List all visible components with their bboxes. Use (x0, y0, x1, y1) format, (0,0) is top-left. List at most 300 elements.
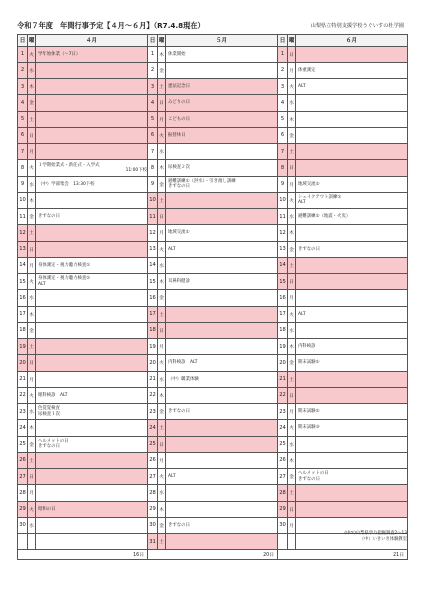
col-month-apr: ４月 (36, 35, 148, 47)
event-cell-jun (296, 95, 408, 111)
day-cell-may: 3 (148, 79, 158, 95)
event-cell-apr (36, 485, 148, 501)
weekday-cell-apr: 金 (28, 436, 36, 452)
weekday-cell-apr: 日 (28, 355, 36, 371)
col-weekday-apr: 曜 (28, 35, 36, 47)
event-text: 11:00下校 (125, 167, 147, 173)
day-cell-jun: 5 (278, 111, 288, 127)
day-cell-apr (18, 534, 28, 550)
weekday-cell-jun: 木 (288, 339, 296, 355)
weekday-cell-may: 土 (158, 306, 166, 322)
event-cell-jun (296, 501, 408, 517)
event-cell-apr (36, 62, 148, 78)
day-cell-may: 4 (148, 95, 158, 111)
table-row (18, 144, 408, 160)
event-cell-apr (36, 436, 148, 452)
event-text: 内科検診 ALT (168, 360, 198, 366)
event-cell-may (166, 192, 278, 208)
table-row (18, 127, 408, 143)
weekday-cell-may: 火 (158, 127, 166, 143)
day-cell-may: 11 (148, 209, 158, 225)
event-cell-may (166, 62, 278, 78)
day-cell-may: 15 (148, 274, 158, 290)
event-cell-jun (296, 339, 408, 355)
event-text: ヘルメットの日 (298, 471, 329, 477)
event-cell-may (166, 46, 278, 62)
table-row (18, 420, 408, 436)
day-cell-apr: 7 (18, 144, 28, 160)
event-cell-jun (296, 452, 408, 468)
event-cell-jun (296, 176, 408, 192)
event-cell-jun (296, 355, 408, 371)
event-text: （中）学部集会 13:30下校 (38, 181, 95, 187)
weekday-cell-jun: 火 (288, 306, 296, 322)
event-cell-may (166, 436, 278, 452)
day-cell-apr: 11 (18, 209, 28, 225)
day-cell-may: 21 (148, 371, 158, 387)
event-text: きずなの日 (298, 246, 320, 252)
event-cell-may (166, 95, 278, 111)
day-cell-jun: 13 (278, 241, 288, 257)
day-cell-jun: 4 (278, 95, 288, 111)
day-cell-jun: 14 (278, 257, 288, 273)
day-cell-jun: 1 (278, 46, 288, 62)
day-cell-jun: 16 (278, 290, 288, 306)
day-cell-jun: 18 (278, 322, 288, 338)
event-cell-jun (296, 420, 408, 436)
event-cell-jun (296, 111, 408, 127)
event-cell-jun (296, 485, 408, 501)
day-cell-apr: 22 (18, 387, 28, 403)
day-cell-may: 20 (148, 355, 158, 371)
table-row (18, 469, 408, 485)
day-cell-jun: 24 (278, 420, 288, 436)
event-cell-may (166, 469, 278, 485)
event-cell-may (166, 225, 278, 241)
event-cell-apr (36, 111, 148, 127)
col-day-jun: 日 (278, 35, 288, 47)
day-cell-may: 30 (148, 517, 158, 533)
weekday-cell-may: 水 (158, 371, 166, 387)
weekday-cell-may: 月 (158, 111, 166, 127)
weekday-cell-jun: 火 (288, 192, 296, 208)
event-cell-apr (36, 469, 148, 485)
event-cell-jun (296, 404, 408, 420)
day-cell-may: 28 (148, 485, 158, 501)
weekday-cell-jun: 月 (288, 290, 296, 306)
weekday-cell-apr: 日 (28, 127, 36, 143)
total-may: 20日 (148, 550, 278, 560)
day-cell-jun: 2 (278, 62, 288, 78)
weekday-cell-jun: 月 (288, 517, 296, 533)
event-cell-may (166, 355, 278, 371)
day-cell-apr: 23 (18, 404, 28, 420)
weekday-cell-jun: 日 (288, 387, 296, 403)
day-cell-may: 7 (148, 144, 158, 160)
event-cell-jun (296, 160, 408, 176)
event-cell-apr (36, 144, 148, 160)
day-cell-may: 19 (148, 339, 158, 355)
weekday-cell-may: 日 (158, 322, 166, 338)
table-row (18, 257, 408, 273)
day-cell-jun: 19 (278, 339, 288, 355)
school-name: 山梨県立特別支援学校うぐいすの杜学園 (310, 23, 404, 29)
weekday-cell-apr: 水 (28, 176, 36, 192)
day-cell-jun: 3 (278, 79, 288, 95)
event-cell-may (166, 485, 278, 501)
day-cell-apr: 26 (18, 452, 28, 468)
weekday-cell-apr (28, 534, 36, 550)
weekday-cell-apr: 土 (28, 111, 36, 127)
col-day-may: 日 (148, 35, 158, 47)
event-cell-may (166, 371, 278, 387)
event-text: きずなの日 (168, 409, 190, 415)
weekday-cell-may: 月 (158, 452, 166, 468)
weekday-cell-apr: 火 (28, 501, 36, 517)
event-cell-may (166, 274, 278, 290)
table-row (18, 290, 408, 306)
day-cell-apr: 13 (18, 241, 28, 257)
event-cell-apr (36, 306, 148, 322)
weekday-cell-may: 木 (158, 387, 166, 403)
day-cell-apr: 20 (18, 355, 28, 371)
weekday-cell-apr: 木 (28, 420, 36, 436)
table-row (18, 485, 408, 501)
event-cell-may (166, 387, 278, 403)
event-text: 眼科検診 ALT (38, 392, 68, 398)
day-cell-apr: 18 (18, 322, 28, 338)
weekday-cell-apr: 金 (28, 95, 36, 111)
event-cell-may (166, 322, 278, 338)
event-cell-jun (296, 46, 408, 62)
event-text: 昭和の日 (38, 506, 56, 512)
weekday-cell-jun: 土 (288, 485, 296, 501)
weekday-cell-jun: 金 (288, 127, 296, 143)
day-cell-jun: 27 (278, 469, 288, 485)
event-text: 振替休日 (168, 132, 186, 138)
day-cell-may: 29 (148, 501, 158, 517)
table-row (18, 404, 408, 420)
event-cell-apr (36, 225, 148, 241)
event-text: 色覚覚検査 (38, 406, 60, 412)
day-cell-jun: 22 (278, 387, 288, 403)
weekday-cell-apr: 木 (28, 192, 36, 208)
day-cell-may: 24 (148, 420, 158, 436)
event-cell-jun (296, 371, 408, 387)
schedule-table (17, 34, 408, 560)
weekday-cell-apr: 水 (28, 517, 36, 533)
weekday-cell-jun: 土 (288, 371, 296, 387)
weekday-cell-apr: 火 (28, 387, 36, 403)
weekday-cell-jun: 火 (288, 420, 296, 436)
day-cell-may: 18 (148, 322, 158, 338)
event-cell-jun (296, 192, 408, 208)
weekday-cell-may: 土 (158, 79, 166, 95)
event-cell-may (166, 501, 278, 517)
footnote (283, 531, 407, 542)
table-row (18, 160, 408, 176)
event-cell-may (166, 144, 278, 160)
event-text: 内科検診 (298, 344, 316, 350)
weekday-cell-apr: 木 (28, 306, 36, 322)
day-cell-may: 17 (148, 306, 158, 322)
event-cell-apr (36, 241, 148, 257)
event-cell-may (166, 517, 278, 533)
weekday-cell-apr: 月 (28, 144, 36, 160)
day-cell-jun: 20 (278, 355, 288, 371)
col-weekday-may: 曜 (158, 35, 166, 47)
col-month-may: ５月 (166, 35, 278, 47)
footnote-line: (中②)山梨県学力把握調査2〜13 (344, 531, 407, 536)
day-cell-apr: 25 (18, 436, 28, 452)
table-row (18, 79, 408, 95)
day-cell-apr: 12 (18, 225, 28, 241)
event-cell-apr (36, 501, 148, 517)
table-row (18, 339, 408, 355)
day-cell-apr: 4 (18, 95, 28, 111)
event-cell-jun (296, 306, 408, 322)
event-cell-jun (296, 290, 408, 306)
day-cell-may: 23 (148, 404, 158, 420)
day-cell-apr: 2 (18, 62, 28, 78)
weekday-cell-jun: 金 (288, 469, 296, 485)
day-cell-jun: 29 (278, 501, 288, 517)
event-text: 体重測定 (298, 67, 316, 73)
day-cell-jun: 17 (278, 306, 288, 322)
table-row (18, 387, 408, 403)
event-cell-jun (296, 127, 408, 143)
event-cell-jun (296, 209, 408, 225)
weekday-cell-jun: 日 (288, 160, 296, 176)
event-cell-jun (296, 469, 408, 485)
weekday-cell-may: 木 (158, 501, 166, 517)
day-cell-jun: 11 (278, 209, 288, 225)
weekday-cell-may: 木 (158, 46, 166, 62)
weekday-cell-jun: 金 (288, 355, 296, 371)
event-cell-apr (36, 290, 148, 306)
event-text: 身体測定・視力聴力検査① (38, 262, 91, 268)
event-text: 期末試験③ (298, 425, 320, 431)
day-cell-apr: 9 (18, 176, 28, 192)
weekday-cell-jun: 水 (288, 209, 296, 225)
day-cell-apr: 28 (18, 485, 28, 501)
weekday-cell-jun: 日 (288, 46, 296, 62)
weekday-cell-may: 日 (158, 95, 166, 111)
weekday-cell-jun: 月 (288, 62, 296, 78)
event-cell-apr (36, 517, 148, 533)
weekday-cell-apr: 木 (28, 79, 36, 95)
event-cell-jun (296, 257, 408, 273)
day-cell-may: 22 (148, 387, 158, 403)
day-cell-may: 9 (148, 176, 158, 192)
weekday-cell-jun: 木 (288, 111, 296, 127)
event-cell-apr (36, 176, 148, 192)
event-text: みどりの日 (168, 100, 190, 106)
weekday-cell-apr: 水 (28, 290, 36, 306)
event-cell-may (166, 420, 278, 436)
weekday-cell-apr: 月 (28, 485, 36, 501)
weekday-cell-may: 土 (158, 192, 166, 208)
event-text: シェイクアウト訓練① (298, 195, 342, 201)
event-text: ALT (168, 474, 176, 480)
weekday-cell-apr: 土 (28, 452, 36, 468)
day-cell-apr: 10 (18, 192, 28, 208)
event-text: １学期始業式・新任式・入学式 (38, 162, 100, 168)
event-cell-apr (36, 46, 148, 62)
event-cell-apr (36, 257, 148, 273)
table-row (18, 111, 408, 127)
event-text: 地域交流① (168, 230, 190, 236)
col-month-jun: ６月 (296, 35, 408, 47)
table-row (18, 322, 408, 338)
day-cell-apr: 1 (18, 46, 28, 62)
table-row (18, 274, 408, 290)
day-cell-apr: 21 (18, 371, 28, 387)
weekday-cell-apr: 水 (28, 62, 36, 78)
event-text: 期末試験② (298, 409, 320, 415)
day-cell-apr: 14 (18, 257, 28, 273)
day-cell-apr: 8 (18, 160, 28, 176)
event-cell-apr (36, 274, 148, 290)
event-text: 学年始休業（〜7日） (38, 51, 81, 57)
day-cell-may: 6 (148, 127, 158, 143)
event-cell-apr (36, 420, 148, 436)
weekday-cell-jun: 水 (288, 95, 296, 111)
event-text: きずなの日 (38, 444, 60, 450)
weekday-cell-apr: 日 (28, 469, 36, 485)
event-text: 尿検査１次 (38, 411, 60, 417)
weekday-cell-apr: 水 (28, 404, 36, 420)
day-cell-jun: 21 (278, 371, 288, 387)
event-text: ALT (298, 200, 306, 206)
header-row (18, 35, 408, 47)
weekday-cell-apr: 火 (28, 46, 36, 62)
day-cell-jun: 15 (278, 274, 288, 290)
event-cell-may (166, 111, 278, 127)
event-cell-apr (36, 95, 148, 111)
event-cell-jun (296, 387, 408, 403)
day-cell-may: 5 (148, 111, 158, 127)
event-text: きずなの日 (298, 476, 320, 482)
event-cell-may (166, 241, 278, 257)
weekday-cell-jun: 月 (288, 404, 296, 420)
total-apr: 16日 (18, 550, 148, 560)
event-cell-jun (296, 274, 408, 290)
event-text: 期末試験① (298, 360, 320, 366)
event-cell-apr (36, 339, 148, 355)
weekday-cell-may: 土 (158, 420, 166, 436)
day-cell-jun: 30 (278, 517, 288, 533)
day-cell-jun: 28 (278, 485, 288, 501)
event-cell-jun (296, 144, 408, 160)
event-text: きずなの日 (168, 184, 190, 190)
weekday-cell-may: 木 (158, 274, 166, 290)
table-row (18, 95, 408, 111)
event-cell-may (166, 257, 278, 273)
weekday-cell-may: 金 (158, 290, 166, 306)
event-cell-jun (296, 322, 408, 338)
day-cell-apr: 24 (18, 420, 28, 436)
day-cell-apr: 3 (18, 79, 28, 95)
table-row (18, 355, 408, 371)
day-cell-may: 14 (148, 257, 158, 273)
day-cell-jun: 6 (278, 127, 288, 143)
event-cell-may (166, 290, 278, 306)
weekday-cell-may: 金 (158, 517, 166, 533)
weekday-cell-may: 月 (158, 225, 166, 241)
day-cell-may: 31 (148, 534, 158, 550)
event-text: 尿検査２次 (168, 165, 190, 171)
day-cell-jun: 26 (278, 452, 288, 468)
day-cell-jun: 25 (278, 436, 288, 452)
weekday-cell-may: 火 (158, 241, 166, 257)
weekday-cell-may: 日 (158, 436, 166, 452)
weekday-cell-may: 水 (158, 257, 166, 273)
day-cell-apr: 19 (18, 339, 28, 355)
weekday-cell-may: 月 (158, 339, 166, 355)
table-row (18, 241, 408, 257)
event-text: 身体測定・視力聴力検査② (38, 276, 91, 282)
event-text: きずなの日 (168, 522, 190, 528)
weekday-cell-may: 火 (158, 469, 166, 485)
day-cell-may: 12 (148, 225, 158, 241)
event-cell-jun (296, 241, 408, 257)
event-text: ALT (38, 281, 46, 287)
weekday-cell-may: 水 (158, 144, 166, 160)
day-cell-apr: 27 (18, 469, 28, 485)
event-text: こどもの日 (168, 116, 190, 122)
event-cell-may (166, 209, 278, 225)
event-cell-may (166, 534, 278, 550)
event-text: きずなの日 (38, 214, 60, 220)
weekday-cell-may: 火 (158, 355, 166, 371)
weekday-cell-may: 金 (158, 176, 166, 192)
weekday-cell-may: 日 (158, 209, 166, 225)
day-cell-apr: 29 (18, 501, 28, 517)
day-cell-jun: 9 (278, 176, 288, 192)
table-row (18, 501, 408, 517)
day-cell-jun: 23 (278, 404, 288, 420)
event-cell-apr (36, 192, 148, 208)
event-text: ALT (298, 84, 306, 90)
col-weekday-jun: 曜 (288, 35, 296, 47)
weekday-cell-may: 木 (158, 160, 166, 176)
day-cell-apr: 6 (18, 127, 28, 143)
day-cell-jun: 10 (278, 192, 288, 208)
day-cell-may: 16 (148, 290, 158, 306)
table-row (18, 209, 408, 225)
day-cell-may: 26 (148, 452, 158, 468)
day-cell-apr: 16 (18, 290, 28, 306)
weekday-cell-jun: 火 (288, 79, 296, 95)
total-jun: 21日 (278, 550, 408, 560)
weekday-cell-jun: 木 (288, 225, 296, 241)
day-cell-jun: 7 (278, 144, 288, 160)
event-cell-jun (296, 79, 408, 95)
day-cell-apr: 30 (18, 517, 28, 533)
weekday-cell-jun: 土 (288, 257, 296, 273)
weekday-cell-apr: 火 (28, 274, 36, 290)
col-day-apr: 日 (18, 35, 28, 47)
weekday-cell-jun: 水 (288, 436, 296, 452)
day-cell-may: 10 (148, 192, 158, 208)
table-row (18, 225, 408, 241)
weekday-cell-jun: 土 (288, 144, 296, 160)
table-row (18, 436, 408, 452)
day-cell-may: 8 (148, 160, 158, 176)
event-cell-apr (36, 127, 148, 143)
event-cell-apr (36, 404, 148, 420)
